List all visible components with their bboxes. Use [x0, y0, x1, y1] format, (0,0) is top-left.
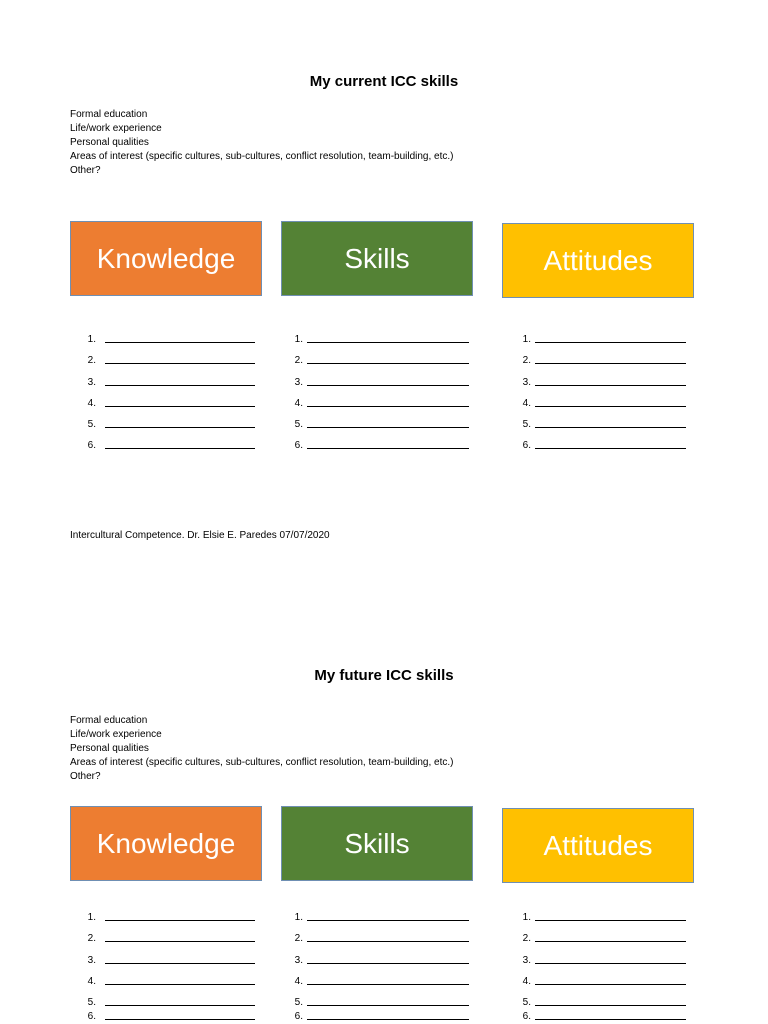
item-number: 5. [87, 418, 96, 430]
item-number: 3. [522, 954, 531, 966]
blank-line-item[interactable] [291, 409, 469, 430]
item-number: 3. [87, 376, 96, 388]
knowledge-box: Knowledge [70, 806, 262, 881]
blank-line-item[interactable] [291, 388, 469, 409]
blank-line[interactable] [307, 405, 469, 407]
blank-line-item[interactable] [82, 923, 255, 944]
criteria-item: Other? [70, 165, 101, 176]
criteria-list [70, 108, 454, 178]
blank-line-item[interactable] [519, 430, 686, 451]
blank-line-item[interactable] [82, 388, 255, 409]
blank-line[interactable] [535, 405, 686, 407]
blank-line[interactable] [105, 447, 255, 449]
page-title: My current ICC skills [309, 73, 459, 90]
blank-line[interactable] [535, 341, 686, 343]
blank-line-item[interactable] [291, 944, 469, 965]
skills-box: Skills [281, 221, 473, 296]
item-number: 6. [294, 440, 303, 452]
blank-line[interactable] [105, 962, 255, 964]
skills-blank-list [291, 324, 469, 451]
item-number: 5. [294, 418, 303, 430]
blank-line-item[interactable] [519, 902, 686, 923]
item-number: 1. [87, 334, 96, 346]
attitudes-blank-list [519, 324, 686, 451]
criteria-item: Formal education [70, 715, 148, 726]
criteria-item: Areas of interest (specific cultures, sub-cultures, conflict resolution, team-building, etc.) [70, 757, 454, 768]
blank-line-item[interactable] [291, 366, 469, 387]
criteria-item: Life/work experience [70, 729, 162, 740]
page-title: My future ICC skills [314, 667, 454, 684]
knowledge-blank-list [82, 324, 255, 451]
item-number: 5. [87, 996, 96, 1008]
blank-line-item[interactable] [82, 987, 255, 1008]
blank-line[interactable] [535, 1018, 686, 1020]
skills-blank-list [291, 902, 469, 1022]
item-number: 3. [87, 954, 96, 966]
blank-line[interactable] [535, 962, 686, 964]
item-number: 2. [294, 933, 303, 945]
blank-line[interactable] [535, 919, 686, 921]
attitudes-box: Attitudes [502, 223, 694, 298]
item-number: 1. [87, 912, 96, 924]
blank-line[interactable] [105, 362, 255, 364]
item-number: 1. [294, 334, 303, 346]
item-number: 1. [294, 912, 303, 924]
item-number: 2. [522, 355, 531, 367]
blank-line-item[interactable] [82, 902, 255, 923]
item-number: 3. [522, 376, 531, 388]
item-number: 1. [522, 912, 531, 924]
blank-line-item[interactable] [291, 923, 469, 944]
item-number: 4. [294, 975, 303, 987]
blank-line[interactable] [307, 447, 469, 449]
blank-line-item[interactable] [519, 923, 686, 944]
item-number: 5. [294, 996, 303, 1008]
blank-line-item[interactable] [291, 902, 469, 923]
item-number: 2. [294, 355, 303, 367]
item-number: 3. [294, 954, 303, 966]
blank-line-item[interactable] [519, 324, 686, 345]
item-number: 1. [522, 334, 531, 346]
criteria-list [70, 714, 454, 784]
blank-line[interactable] [307, 1004, 469, 1006]
item-number: 6. [522, 440, 531, 452]
blank-line[interactable] [105, 384, 255, 386]
blank-line[interactable] [535, 426, 686, 428]
attitudes-blank-list [519, 902, 686, 1022]
blank-line-item[interactable] [519, 966, 686, 987]
item-number: 2. [87, 355, 96, 367]
criteria-item: Formal education [70, 109, 148, 120]
blank-line-item[interactable] [82, 1008, 255, 1022]
item-number: 5. [522, 996, 531, 1008]
blank-line[interactable] [105, 426, 255, 428]
item-number: 6. [87, 1010, 96, 1022]
item-number: 4. [87, 397, 96, 409]
blank-line[interactable] [105, 405, 255, 407]
item-number: 3. [294, 376, 303, 388]
blank-line-item[interactable] [291, 987, 469, 1008]
criteria-item: Other? [70, 771, 101, 782]
criteria-item: Life/work experience [70, 123, 162, 134]
attitudes-box: Attitudes [502, 808, 694, 883]
item-number: 4. [294, 397, 303, 409]
criteria-item: Areas of interest (specific cultures, sub-cultures, conflict resolution, team-building, etc.) [70, 151, 454, 162]
blank-line-item[interactable] [82, 409, 255, 430]
blank-line[interactable] [307, 940, 469, 942]
blank-line[interactable] [307, 919, 469, 921]
item-number: 6. [294, 1010, 303, 1022]
blank-line[interactable] [307, 426, 469, 428]
blank-line[interactable] [105, 1004, 255, 1006]
blank-line[interactable] [535, 1004, 686, 1006]
blank-line[interactable] [105, 983, 255, 985]
item-number: 2. [87, 933, 96, 945]
item-number: 4. [87, 975, 96, 987]
blank-line[interactable] [105, 919, 255, 921]
item-number: 4. [522, 397, 531, 409]
blank-line[interactable] [535, 983, 686, 985]
blank-line-item[interactable] [291, 345, 469, 366]
blank-line[interactable] [307, 384, 469, 386]
blank-line-item[interactable] [82, 366, 255, 387]
blank-line-item[interactable] [291, 324, 469, 345]
blank-line[interactable] [535, 447, 686, 449]
knowledge-box: Knowledge [70, 221, 262, 296]
blank-line[interactable] [307, 962, 469, 964]
blank-line[interactable] [105, 341, 255, 343]
skills-box: Skills [281, 806, 473, 881]
blank-line-item[interactable] [519, 944, 686, 965]
item-number: 2. [522, 933, 531, 945]
blank-line-item[interactable] [82, 944, 255, 965]
footer-citation: Intercultural Competence. Dr. Elsie E. Paredes 07/07/2020 [70, 530, 330, 541]
criteria-item: Personal qualities [70, 137, 149, 148]
knowledge-blank-list [82, 902, 255, 1022]
blank-line-item[interactable] [519, 1008, 686, 1022]
blank-line[interactable] [535, 940, 686, 942]
blank-line[interactable] [307, 341, 469, 343]
blank-line[interactable] [535, 384, 686, 386]
blank-line[interactable] [307, 983, 469, 985]
blank-line-item[interactable] [519, 409, 686, 430]
item-number: 5. [522, 418, 531, 430]
blank-line-item[interactable] [291, 966, 469, 987]
item-number: 6. [87, 440, 96, 452]
blank-line-item[interactable] [82, 324, 255, 345]
blank-line-item[interactable] [519, 345, 686, 366]
blank-line[interactable] [105, 940, 255, 942]
blank-line[interactable] [307, 1018, 469, 1020]
blank-line-item[interactable] [82, 345, 255, 366]
blank-line[interactable] [105, 1018, 255, 1020]
item-number: 4. [522, 975, 531, 987]
blank-line-item[interactable] [82, 966, 255, 987]
blank-line-item[interactable] [82, 430, 255, 451]
criteria-item: Personal qualities [70, 743, 149, 754]
blank-line-item[interactable] [519, 366, 686, 387]
blank-line-item[interactable] [519, 987, 686, 1008]
blank-line-item[interactable] [519, 388, 686, 409]
item-number: 6. [522, 1010, 531, 1022]
blank-line-item[interactable] [291, 430, 469, 451]
blank-line-item[interactable] [291, 1008, 469, 1022]
blank-line[interactable] [535, 362, 686, 364]
blank-line[interactable] [307, 362, 469, 364]
